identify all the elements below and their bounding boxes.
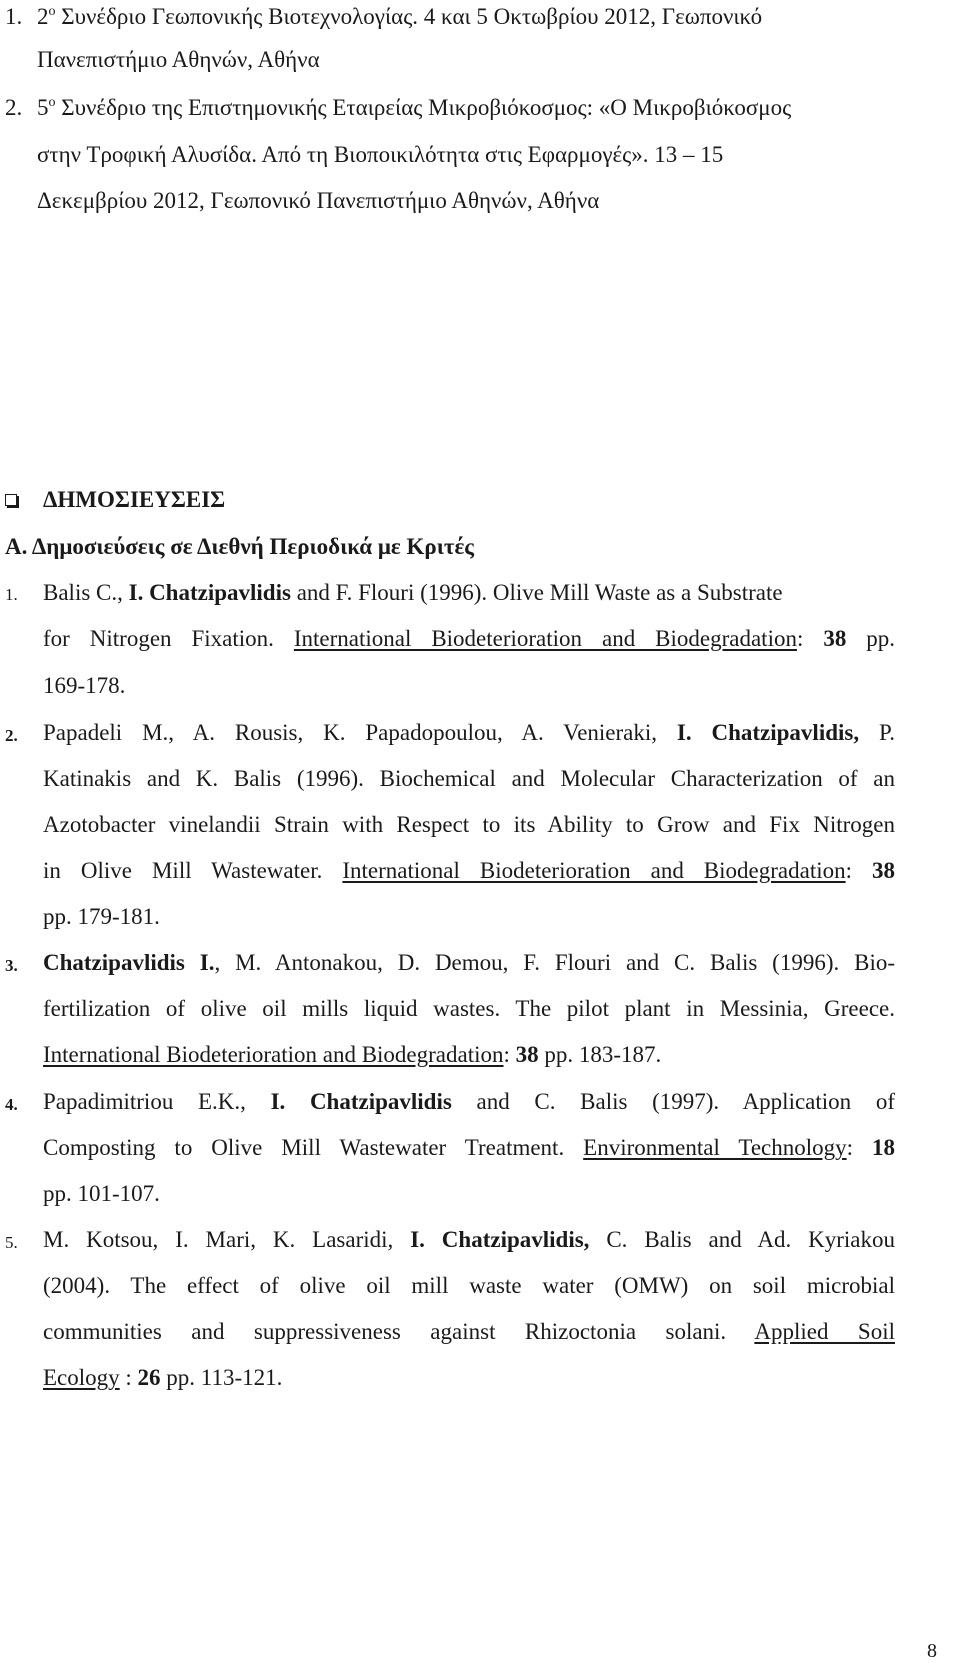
publication-line: pp. 179-181.: [43, 904, 160, 929]
publication-line: Azotobacter vinelandii Strain with Respect to its Ability to Grow and Fix Nitrogen: [43, 812, 895, 837]
publication-line: pp. 101-107.: [43, 1181, 160, 1206]
publication-line: fertilization of olive oil mills liquid wastes. The pilot plant in Messinia, Greece.: [43, 996, 895, 1021]
publication-line: International Biodeterioration and Biodegradation: 38 pp. 183-187.: [43, 1042, 662, 1067]
journal-name: Environmental Technology: [583, 1135, 847, 1160]
publication-number: 3.: [5, 956, 18, 975]
journal-name: International Biodeterioration and Biodegradation: [43, 1042, 504, 1067]
publication-line: Chatzipavlidis I., M. Antonakou, D. Demou, F. Flouri and C. Balis (1996). Bio-: [43, 950, 895, 975]
conference-line: $5^o$ Συνέδριο της Επιστημονικής Εταιρείας Μικροβιόκοσμος: «Ο Μικροβιόκοσμος: [37, 95, 792, 120]
publication-line: Papadimitriou E.K., I. Chatzipavlidis and C. Balis (1997). Application of: [43, 1089, 895, 1114]
journal-name: Applied Soil: [754, 1319, 895, 1344]
journal-name: International Biodeterioration and Biodegradation: [293, 626, 797, 651]
publication-line: Balis C., I. Chatzipavlidis and F. Flouri (1996). Olive Mill Waste as a Substrate: [43, 580, 783, 605]
publication-number: 4.: [5, 1095, 18, 1114]
publication-line: M. Kotsou, I. Mari, K. Lasaridi, I. Chatzipavlidis, C. Balis and Ad. Kyriakou: [43, 1227, 895, 1252]
section-title: ΔΗΜΟΣΙΕΥΣΕΙΣ: [43, 487, 226, 512]
journal-name: Ecology: [43, 1365, 120, 1390]
publication-line: Papadeli M., A. Rousis, K. Papadopoulou, A. Venieraki, I. Chatzipavlidis, P.: [43, 720, 895, 745]
conference-line: Δεκεμβρίου 2012, Γεωπονικό Πανεπιστήμιο Αθηνών, Αθήνα: [37, 188, 600, 213]
page-number: 8: [927, 1640, 937, 1662]
conference-number: 1.: [5, 4, 23, 29]
publication-line: communities and suppressiveness against Rhizoctonia solani. Applied Soil: [43, 1319, 895, 1344]
publication-line: Katinakis and K. Balis (1996). Biochemical and Molecular Characterization of an: [43, 766, 895, 791]
publication-number: 1.: [5, 585, 18, 604]
conference-number: 2.: [5, 95, 23, 120]
publication-line: in Olive Mill Wastewater. International Biodeterioration and Biodegradation: 38: [43, 858, 895, 883]
publication-line: Composting to Olive Mill Wastewater Treatment. Environmental Technology: 18: [43, 1135, 895, 1160]
conference-line: Πανεπιστήμιο Αθηνών, Αθήνα: [37, 47, 320, 72]
publication-line: 169-178.: [43, 673, 126, 698]
subsection-title: Α. Δημοσιεύσεις σε Διεθνή Περιοδικά με Κριτές: [5, 534, 474, 559]
conference-line: στην Τροφική Αλυσίδα. Από τη Βιοποικιλότητα στις Εφαρμογές». 13 – 15: [37, 142, 724, 167]
conference-line: $2^o$ Συνέδριο Γεωπονικής Βιοτεχνολογίας. 4 και 5 Οκτωβρίου 2012, Γεωπονικό: [37, 4, 763, 29]
publication-line: for Nitrogen Fixation. International Biodeterioration and Biodegradation: 38 pp.: [43, 626, 896, 651]
publication-line: Ecology : 26 pp. 113-121.: [43, 1365, 283, 1390]
publication-line: (2004). The effect of olive oil mill waste water (OMW) on soil microbial: [43, 1273, 895, 1298]
publication-number: 2.: [5, 726, 18, 745]
journal-name: International Biodeterioration and Biodegradation: [342, 858, 846, 883]
publication-number: 5.: [5, 1233, 18, 1252]
checkbox-bullet-icon: [5, 494, 17, 506]
